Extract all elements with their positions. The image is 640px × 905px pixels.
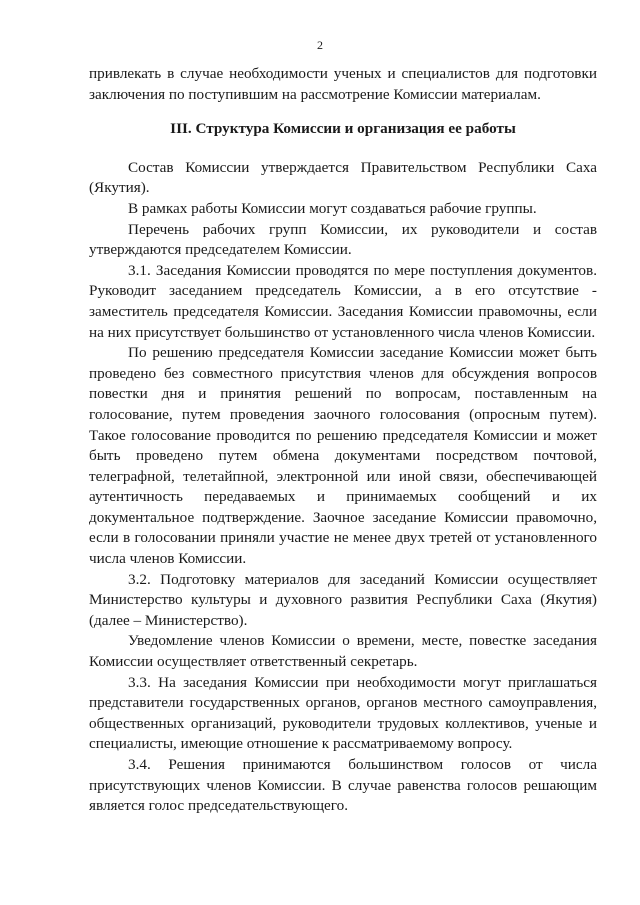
paragraph-3-1: 3.1. Заседания Комиссии проводятся по мере поступления документов. Руководит заседанием председатель Комиссии, а в его отсутствие - заместитель председателя Комиссии. Заседания Комиссии правомочны, если на них присутствует большинство от установленного числа членов Комиссии. bbox=[89, 261, 597, 341]
page-number: 2 bbox=[317, 38, 323, 52]
paragraph-notification: Уведомление членов Комиссии о времени, месте, повестке заседания Комиссии осуществляет ответственный секретарь. bbox=[89, 632, 597, 671]
intro-paragraph: привлекать в случае необходимости ученых и специалистов для подготовки заключения по поступившим на рассмотрение Комиссии материалам. bbox=[89, 65, 597, 103]
paragraph-absentee-voting: По решению председателя Комиссии заседание Комиссии может быть проведено без совместного присутствия членов для обсуждения вопросов повестки дня и принятия решений по вопросам, поставленным на голосование, путем проведения заочного голосования (опросным путем). Такое голосование проводится по решению председателя Комиссии и может быть проведено путем обмена документами посредством почтовой, телеграфной, телетайпной, электронной или иной связи, обеспечивающей аутентичность передаваемых и принимаемых сообщений и их документальное подтверждение. Заочное заседание Комиссии правомочно, если в голосовании приняли участие не менее двух третей от установленного числа членов Комиссии. bbox=[89, 344, 597, 568]
paragraph-3-4: 3.4. Решения принимаются большинством голосов от числа присутствующих членов Комиссии. В случае равенства голосов решающим является голос председательствующего. bbox=[89, 756, 597, 815]
paragraph-working-groups: В рамках работы Комиссии могут создаваться рабочие группы. bbox=[128, 199, 537, 217]
paragraph-3-3: 3.3. На заседания Комиссии при необходимости могут приглашаться представители государственных органов, органов местного самоуправления, общественных организаций, руководители трудовых коллективов, ученые и специалисты, имеющие отношение к рассматриваемому вопросу. bbox=[89, 673, 597, 753]
paragraph-working-groups-list: Перечень рабочих групп Комиссии, их руководители и состав утверждаются председателем Комиссии. bbox=[89, 220, 597, 259]
paragraph-composition: Состав Комиссии утверждается Правительством Республики Саха (Якутия). bbox=[89, 158, 597, 197]
paragraph-3-2: 3.2. Подготовку материалов для заседаний Комиссии осуществляет Министерство культуры и духовного развития Республики Саха (Якутия) (далее – Министерство). bbox=[89, 570, 597, 629]
section-heading: III. Структура Комиссии и организация ее работы bbox=[170, 120, 516, 138]
document-body bbox=[89, 64, 597, 817]
